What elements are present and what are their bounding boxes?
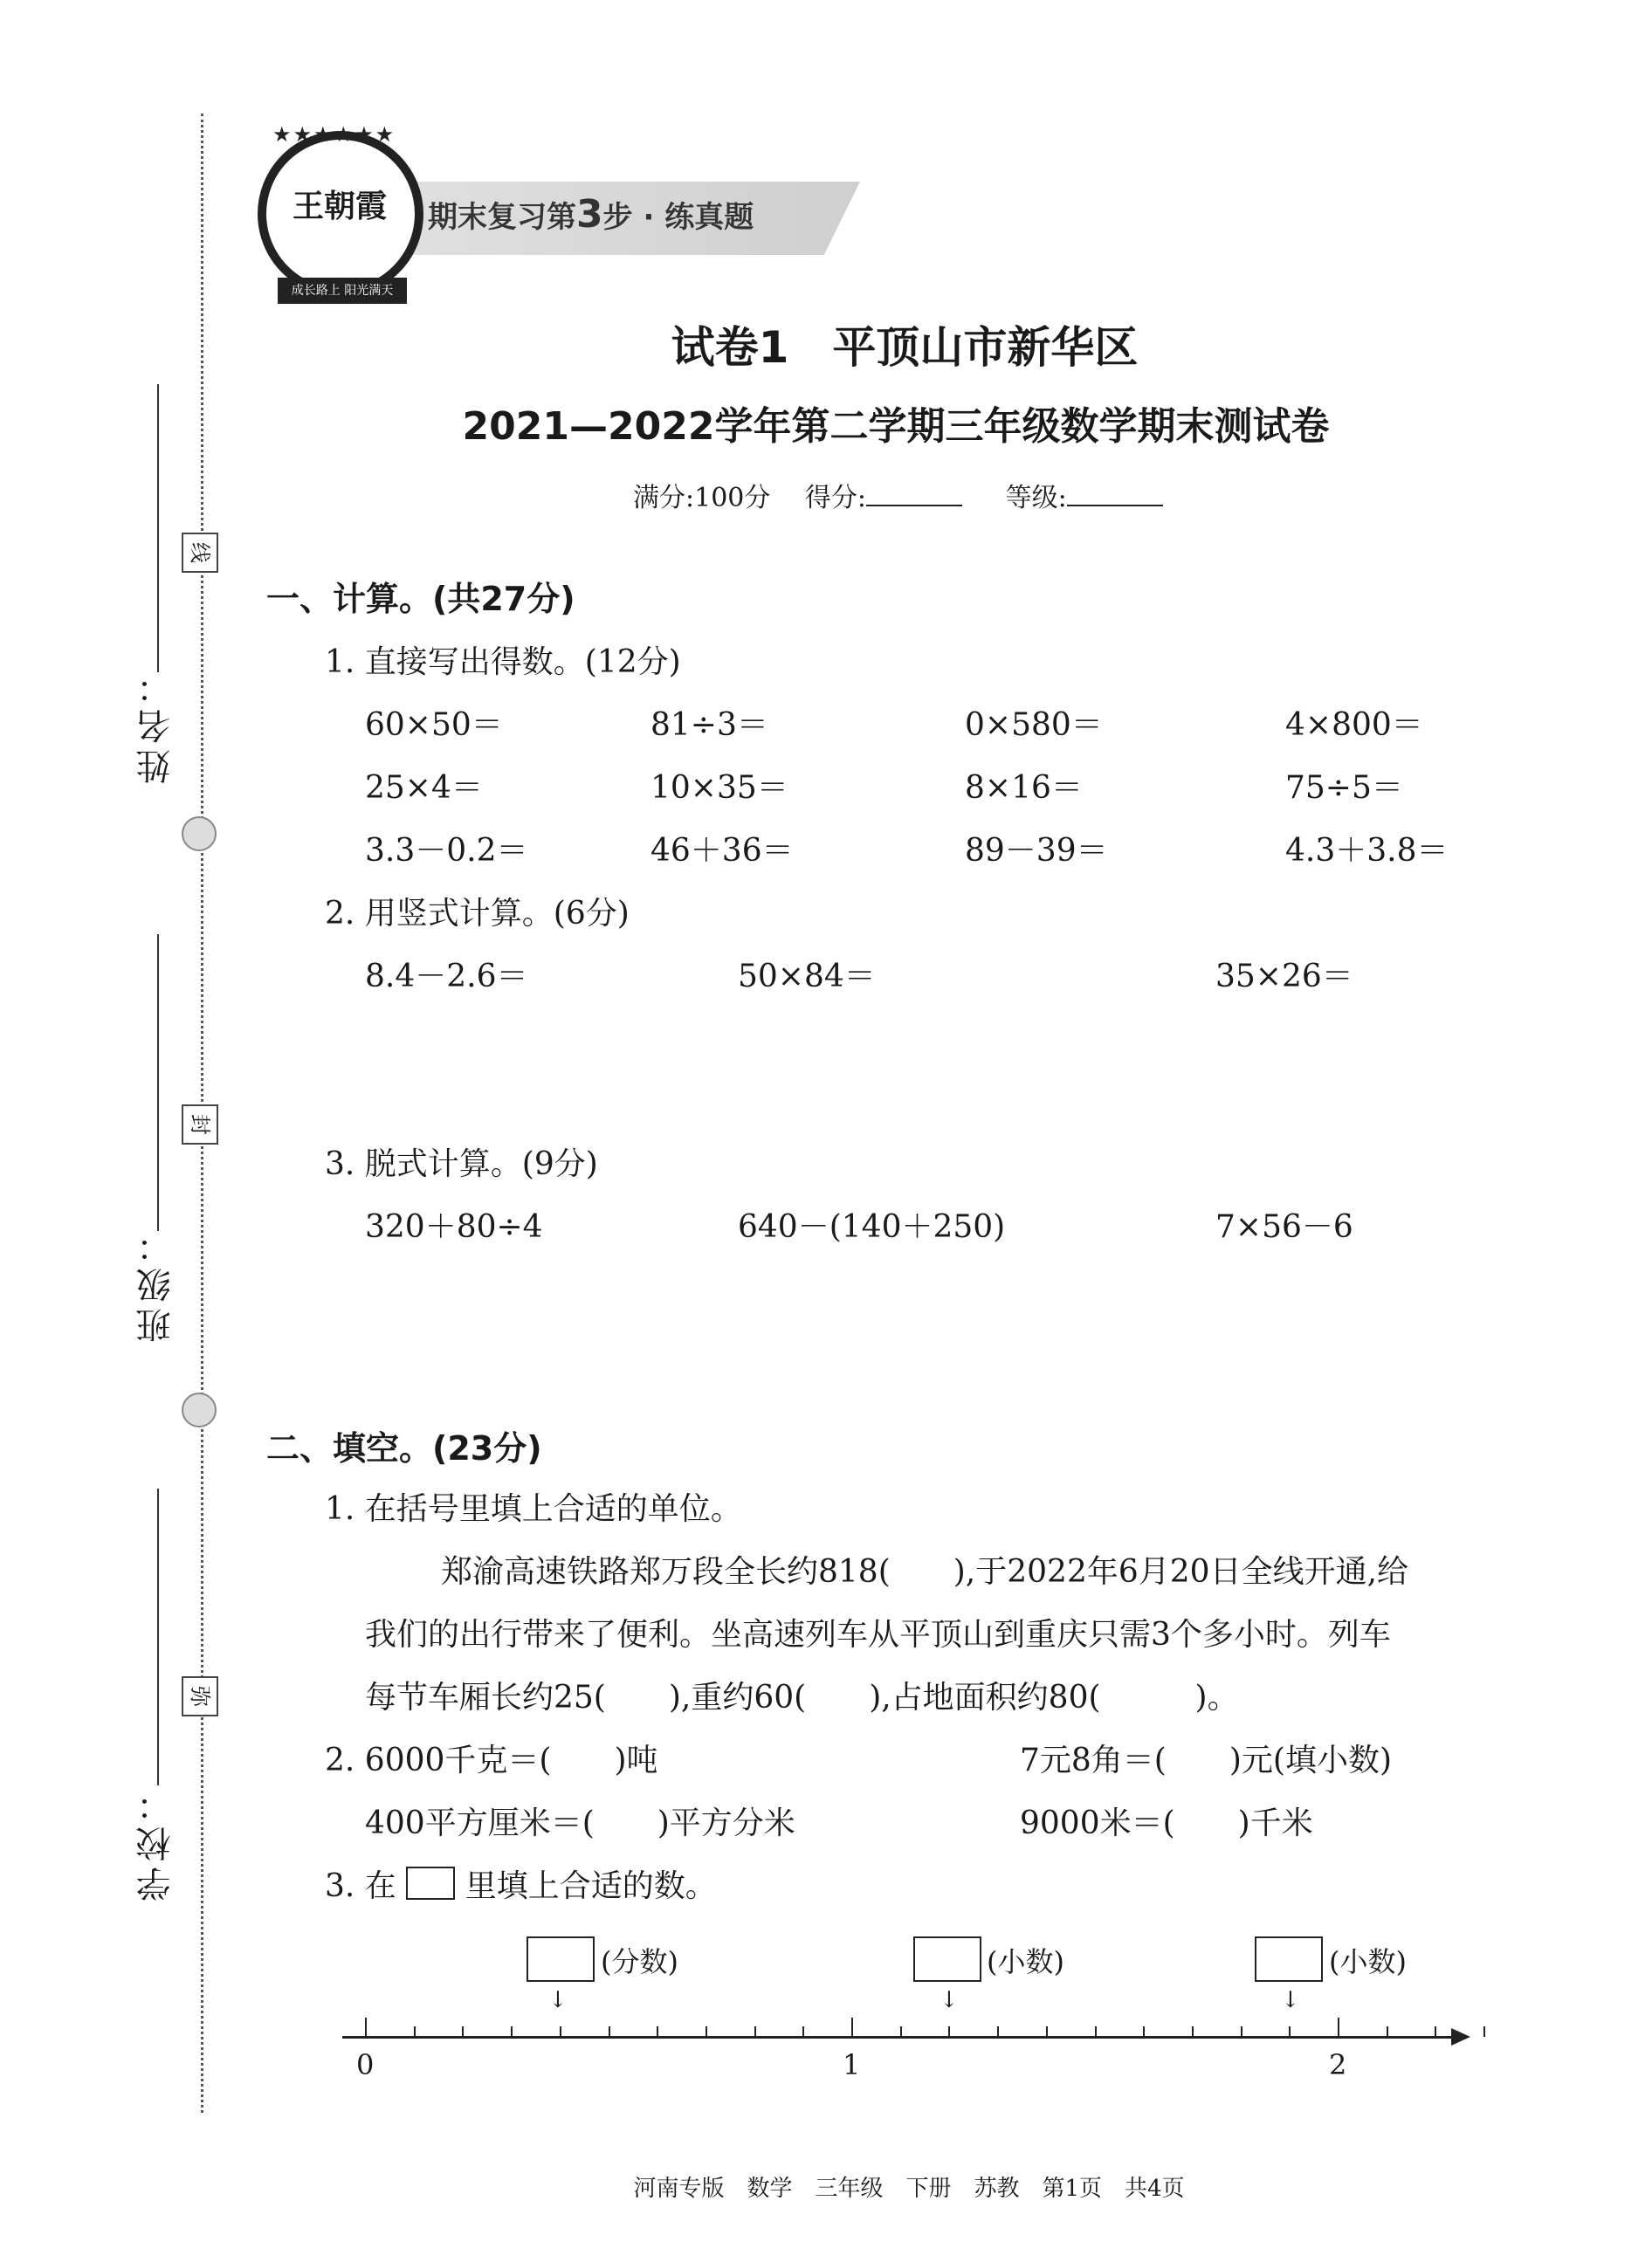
- vertical-calc-item: 35×26＝: [1215, 959, 1353, 994]
- calc-item: 75÷5＝: [1285, 770, 1403, 806]
- numberline-answer-box[interactable]: [527, 1936, 595, 1982]
- page-title: 试卷1 平顶山市新华区: [671, 322, 1139, 373]
- class-label: 班级：: [136, 1222, 176, 1343]
- s2-q2-a: 2. 6000千克＝( )吨: [325, 1743, 658, 1778]
- number-line-tick: [560, 2026, 561, 2037]
- calc-item: 46＋36＝: [650, 833, 794, 869]
- number-line-tick: [657, 2026, 658, 2037]
- down-arrow-icon: ↓: [940, 1987, 959, 2013]
- number-line-tick: [802, 2026, 804, 2037]
- number-line-tick: [706, 2026, 707, 2037]
- number-line-tick: [511, 2026, 513, 2037]
- s2-q1-line3: 每节车厢长约25( ),重约60( ),占地面积约80( )。: [365, 1680, 1239, 1716]
- page-footer: 河南专版 数学 三年级 下册 苏教 第1页 共4页: [633, 2176, 1185, 2202]
- stepwise-calc-item: 7×56－6: [1215, 1209, 1353, 1245]
- number-line-tick: [997, 2026, 999, 2037]
- score-label: 得分:: [804, 483, 867, 513]
- seal-mark-mi: 弥: [182, 1676, 218, 1716]
- stepwise-calc-item: 640－(140＋250): [738, 1209, 1006, 1245]
- numberline-answer-box[interactable]: [1255, 1936, 1323, 1982]
- full-score: 满分:100分: [633, 483, 771, 513]
- number-line-tick: [1289, 2026, 1291, 2037]
- number-line-tick: [414, 2026, 416, 2037]
- page-subtitle: 2021—2022学年第二学期三年级数学期末测试卷: [462, 404, 1330, 449]
- name-label: 姓名：: [136, 664, 176, 784]
- s2-q2-b: 7元8角＝( )元(填小数): [1020, 1743, 1392, 1778]
- school-underline: [157, 1489, 159, 1785]
- numberline-box-hint: (小数): [1329, 1945, 1407, 1978]
- number-line-tick: [365, 2018, 367, 2037]
- s1-q1-title: 1. 直接写出得数。(12分): [325, 644, 681, 680]
- s1-q2-title: 2. 用竖式计算。(6分): [325, 896, 630, 932]
- number-line-tick: [1143, 2026, 1145, 2037]
- numberline-label: 0: [356, 2048, 375, 2081]
- vertical-calc-item: 50×84＝: [738, 959, 876, 994]
- number-line-tick: [1192, 2026, 1194, 2037]
- logo-stars-icon: ★★★★★★: [272, 122, 396, 147]
- numberline-label: 1: [843, 2048, 861, 2081]
- grade-label: 等级:: [1005, 483, 1067, 513]
- numberline-label: 2: [1329, 2048, 1347, 2081]
- number-line-tick: [462, 2026, 464, 2037]
- s1-q3-title: 3. 脱式计算。(9分): [325, 1146, 598, 1182]
- calc-item: 25×4＝: [365, 770, 483, 806]
- number-line-tick: [609, 2026, 610, 2037]
- number-line-tick: [1387, 2026, 1388, 2037]
- s2-q2-d: 9000米＝( )千米: [1020, 1805, 1313, 1841]
- number-line-tick: [1435, 2026, 1436, 2037]
- brand-slogan: 成长路上 阳光满天: [278, 278, 407, 304]
- down-arrow-icon: ↓: [1281, 1987, 1300, 2013]
- numberline-answer-box[interactable]: [913, 1936, 981, 1982]
- calc-item: 4×800＝: [1285, 707, 1423, 743]
- s2-q1-line1: 郑渝高速铁路郑万段全长约818( ),于2022年6月20日全线开通,给: [441, 1554, 1409, 1590]
- number-line-tick: [1483, 2026, 1485, 2037]
- numberline-box-hint: (小数): [987, 1945, 1064, 1978]
- section1-heading: 一、计算。(共27分): [266, 580, 575, 618]
- s2-q1-title: 1. 在括号里填上合适的单位。: [325, 1491, 742, 1527]
- brand-logo: [258, 131, 423, 297]
- number-line-tick: [1095, 2026, 1097, 2037]
- vertical-calc-item: 8.4－2.6＝: [365, 959, 528, 994]
- number-line-tick: [948, 2026, 950, 2037]
- score-blank[interactable]: [866, 505, 962, 506]
- margin-ornament: [182, 1393, 217, 1427]
- number-line-tick: [1046, 2026, 1048, 2037]
- number-line-tick: [1338, 2018, 1339, 2037]
- number-line-tick: [754, 2026, 756, 2037]
- class-underline: [157, 934, 159, 1231]
- calc-item: 0×580＝: [965, 707, 1103, 743]
- s2-q3-title: 3. 在 里填上合适的数。: [325, 1868, 717, 1904]
- s2-q2-c: 400平方厘米＝( )平方分米: [365, 1805, 795, 1841]
- number-line-tick: [1241, 2026, 1242, 2037]
- school-label: 学校：: [136, 1781, 176, 1902]
- calc-item: 89－39＝: [965, 833, 1108, 869]
- calc-item: 60×50＝: [365, 707, 503, 743]
- grade-blank[interactable]: [1067, 505, 1163, 506]
- calc-item: 4.3＋3.8＝: [1285, 833, 1449, 869]
- stepwise-calc-item: 320＋80÷4: [365, 1209, 543, 1245]
- brand-name: 王朝霞: [293, 188, 388, 224]
- section2-heading: 二、填空。(23分): [266, 1429, 542, 1468]
- s2-q1-line2: 我们的出行带来了便利。坐高速列车从平顶山到重庆只需3个多小时。列车: [365, 1617, 1391, 1653]
- down-arrow-icon: ↓: [548, 1987, 568, 2013]
- numberline-box-hint: (分数): [601, 1945, 678, 1978]
- score-line: [633, 476, 1198, 514]
- banner-text: 期末复习第3步 · 练真题: [428, 192, 754, 237]
- number-line-tick: [900, 2026, 902, 2037]
- margin-ornament: [182, 816, 217, 851]
- calc-item: 81÷3＝: [650, 707, 768, 743]
- seal-mark-line: 线: [182, 533, 218, 573]
- calc-item: 8×16＝: [965, 770, 1083, 806]
- number-line-tick: [851, 2018, 853, 2037]
- seal-mark-seal: 封: [182, 1104, 218, 1145]
- number-line-arrow-icon: [1451, 2028, 1470, 2046]
- calc-item: 10×35＝: [650, 770, 788, 806]
- answer-box-sample: [406, 1867, 455, 1900]
- calc-item: 3.3－0.2＝: [365, 833, 528, 869]
